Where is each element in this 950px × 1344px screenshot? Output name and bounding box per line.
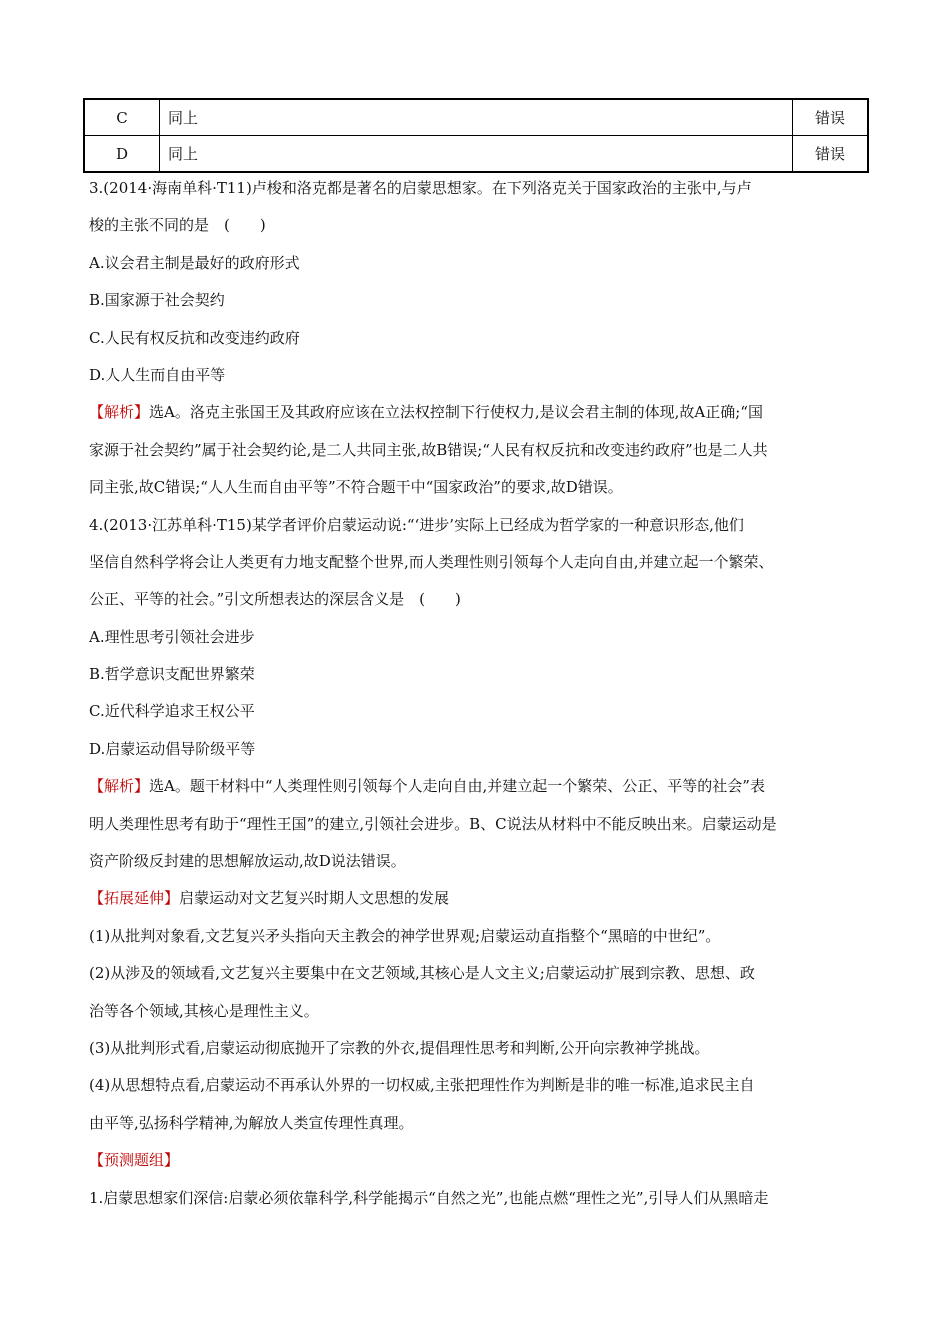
- q3-option-a: A.议会君主制是最好的政府形式: [89, 253, 300, 272]
- extension-point-3: (3)从批判形式看,启蒙运动彻底抛开了宗教的外衣,提倡理性思考和判断,公开向宗教神学挑战。: [89, 1038, 710, 1057]
- q3-explanation-cont: 同主张,故C错误;“人人生而自由平等”不符合题干中“国家政治”的要求,故D错误。: [89, 478, 623, 497]
- q4-option-d: D.启蒙运动倡导阶级平等: [89, 739, 256, 758]
- q4-explanation-cont: 明人类理性思考有助于“理性王国”的建立,引领社会进步。B、C说法从材料中不能反映出来。启蒙运动是: [89, 814, 777, 833]
- table-row: [84, 99, 868, 136]
- q3-option-d: D.人人生而自由平等: [89, 365, 226, 384]
- q3-explanation-cont: 家源于社会契约”属于社会契约论,是二人共同主张,故B错误;“人民有权反抗和改变违约政府”也是二人共: [89, 440, 768, 459]
- extension-heading: [89, 880, 869, 917]
- question-4-stem-cont: 公正、平等的社会。”引文所想表达的深层含义是 ( ): [89, 590, 461, 609]
- extension-point-2: (2)从涉及的领域看,文艺复兴主要集中在文艺领域,其核心是人文主义;启蒙运动扩展到宗教、思想、政: [89, 964, 755, 983]
- question-3-stem: 3.(2014·海南单科·T11)卢梭和洛克都是著名的启蒙思想家。在下列洛克关于国家政治的主张中,与卢: [89, 179, 752, 197]
- prediction-heading: [89, 1142, 869, 1179]
- extension-point-1: (1)从批判对象看,文艺复兴矛头指向天主教会的神学世界观;启蒙运动直指整个“黑暗的中世纪”。: [89, 926, 721, 945]
- prediction-tag: 【预测题组】: [89, 1151, 180, 1170]
- q3-option-b: B.国家源于社会契约: [89, 291, 225, 310]
- answer-table: [83, 98, 869, 173]
- option-cell: C: [84, 99, 160, 136]
- extension-point-2-cont: 治等各个领域,其核心是理性主义。: [89, 1001, 319, 1020]
- option-cell: D: [84, 136, 160, 173]
- table-row: [84, 136, 868, 173]
- prediction-question-1: 1.启蒙思想家们深信:启蒙必须依靠科学,科学能揭示“自然之光”,也能点燃“理性之光”,引导人们从黑暗走: [89, 1188, 769, 1207]
- verdict-cell: 错误: [793, 136, 869, 173]
- question-4-stem: 4.(2013·江苏单科·T15)某学者评价启蒙运动说:“‘进步’实际上已经成为哲学家的一种意识形态,他们: [89, 515, 744, 534]
- document-body: [89, 170, 869, 1217]
- q3-option-c: C.人民有权反抗和改变违约政府: [89, 328, 300, 347]
- extension-tag: 【拓展延伸】: [89, 889, 180, 908]
- extension-point-4-cont: 由平等,弘扬科学精神,为解放人类宣传理性真理。: [89, 1113, 414, 1132]
- extension-title: 启蒙运动对文艺复兴时期人文思想的发展: [179, 889, 450, 908]
- q3-explanation: [89, 394, 869, 431]
- analysis-tag: 【解析】: [89, 777, 150, 796]
- question-4-stem-cont: 坚信自然科学将会让人类更有力地支配整个世界,而人类理性则引领每个人走向自由,并建立起一个繁荣、: [89, 552, 774, 571]
- extension-point-4: (4)从思想特点看,启蒙运动不再承认外界的一切权威,主张把理性作为判断是非的唯一标准,追求民主自: [89, 1076, 755, 1095]
- q4-option-b: B.哲学意识支配世界繁荣: [89, 665, 255, 684]
- analysis-tag: 【解析】: [89, 403, 150, 422]
- content-cell: 同上: [160, 136, 793, 173]
- content-cell: 同上: [160, 99, 793, 136]
- q4-option-a: A.理性思考引领社会进步: [89, 627, 255, 646]
- q4-option-c: C.近代科学追求王权公平: [89, 702, 255, 721]
- explanation-text: 选A。洛克主张国王及其政府应该在立法权控制下行使权力,是议会君主制的体现,故A正确;“国: [149, 403, 763, 422]
- q4-explanation: [89, 768, 869, 805]
- explanation-text: 选A。题干材料中“人类理性则引领每个人走向自由,并建立起一个繁荣、公正、平等的社会”表: [149, 777, 765, 796]
- question-3-stem-cont: 梭的主张不同的是 ( ): [89, 216, 266, 235]
- q4-explanation-cont: 资产阶级反封建的思想解放运动,故D说法错误。: [89, 852, 406, 871]
- verdict-cell: 错误: [793, 99, 869, 136]
